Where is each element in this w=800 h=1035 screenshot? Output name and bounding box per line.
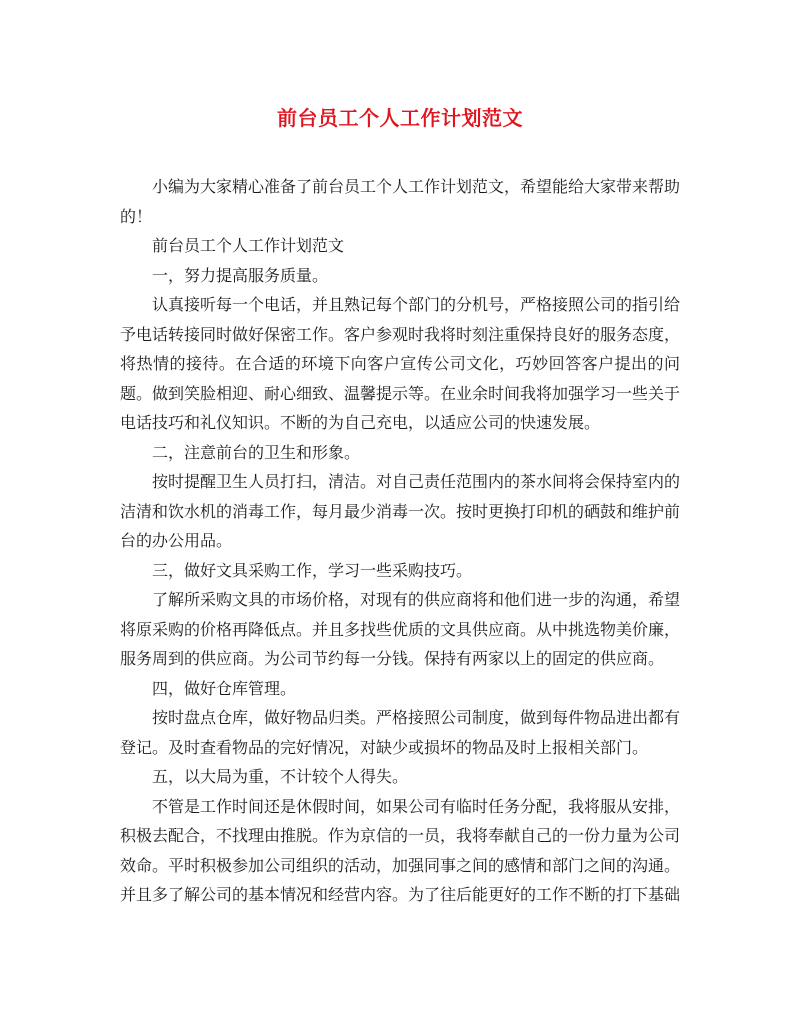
section-heading-3: 三，做好文具采购工作，学习一些采购技巧。 bbox=[152, 560, 473, 580]
subtitle-paragraph: 前台员工个人工作计划范文 bbox=[152, 236, 345, 255]
document-title: 前台员工个人工作计划范文 bbox=[277, 106, 523, 130]
intro-paragraph: 小编为大家精心准备了前台员工个人工作计划范文，希望能给大家带来帮助的！ bbox=[120, 177, 681, 226]
section-heading-1: 一，努力提高服务质量。 bbox=[152, 265, 329, 285]
section-body-2: 按时提醒卫生人员打扫，清洁。对自己责任范围内的茶水间将会保持室内的洁清和饮水机的消毒工作，每月最少消毒一次。按时更换打印机的硒鼓和维护前台的办公用品。 bbox=[120, 472, 681, 550]
section-body-3: 了解所采购文具的市场价格，对现有的供应商将和他们进一步的沟通，希望将原采购的价格再降低点。并且多找些优质的文具供应商。从中挑选物美价廉，服务周到的供应商。为公司节约每一分钱。保持有两家以上的固定的供应商。 bbox=[120, 590, 681, 668]
section-body-1: 认真接听每一个电话，并且熟记每个部门的分机号，严格接照公司的指引给予电话转接同时做好保密工作。客户参观时我将时刻注重保持良好的服务态度，将热情的接待。在合适的环境下向客户宣传公司文化，巧妙回答客户提出的问题。做到笑脸相迎、耐心细致、温馨提示等。在业余时间我将加强学习一些关于电话技巧和礼仪知识。不断的为自己充电，以适应公司的快速发展。 bbox=[120, 295, 681, 432]
section-heading-5: 五，以大局为重，不计较个人得失。 bbox=[152, 767, 409, 786]
section-heading-4: 四，做好仓库管理。 bbox=[152, 678, 297, 698]
section-body-4: 按时盘点仓库，做好物品归类。严格接照公司制度，做到每件物品进出都有登记。及时查看物品的完好情况，对缺少或损坏的物品及时上报相关部门。 bbox=[120, 708, 681, 757]
document-body bbox=[120, 172, 680, 910]
section-heading-2: 二，注意前台的卫生和形象。 bbox=[152, 442, 361, 462]
section-body-5: 不管是工作时间还是休假时间，如果公司有临时任务分配，我将服从安排，积极去配合，不找理由推脱。作为京信的一员，我将奉献自己的一份力量为公司效命。平时积极参加公司组织的活动，加强同事之间的感情和部门之间的沟通。并且多了解公司的基本情况和经营内容。为了往后能更好的工作不断的打下基础 bbox=[120, 796, 681, 904]
